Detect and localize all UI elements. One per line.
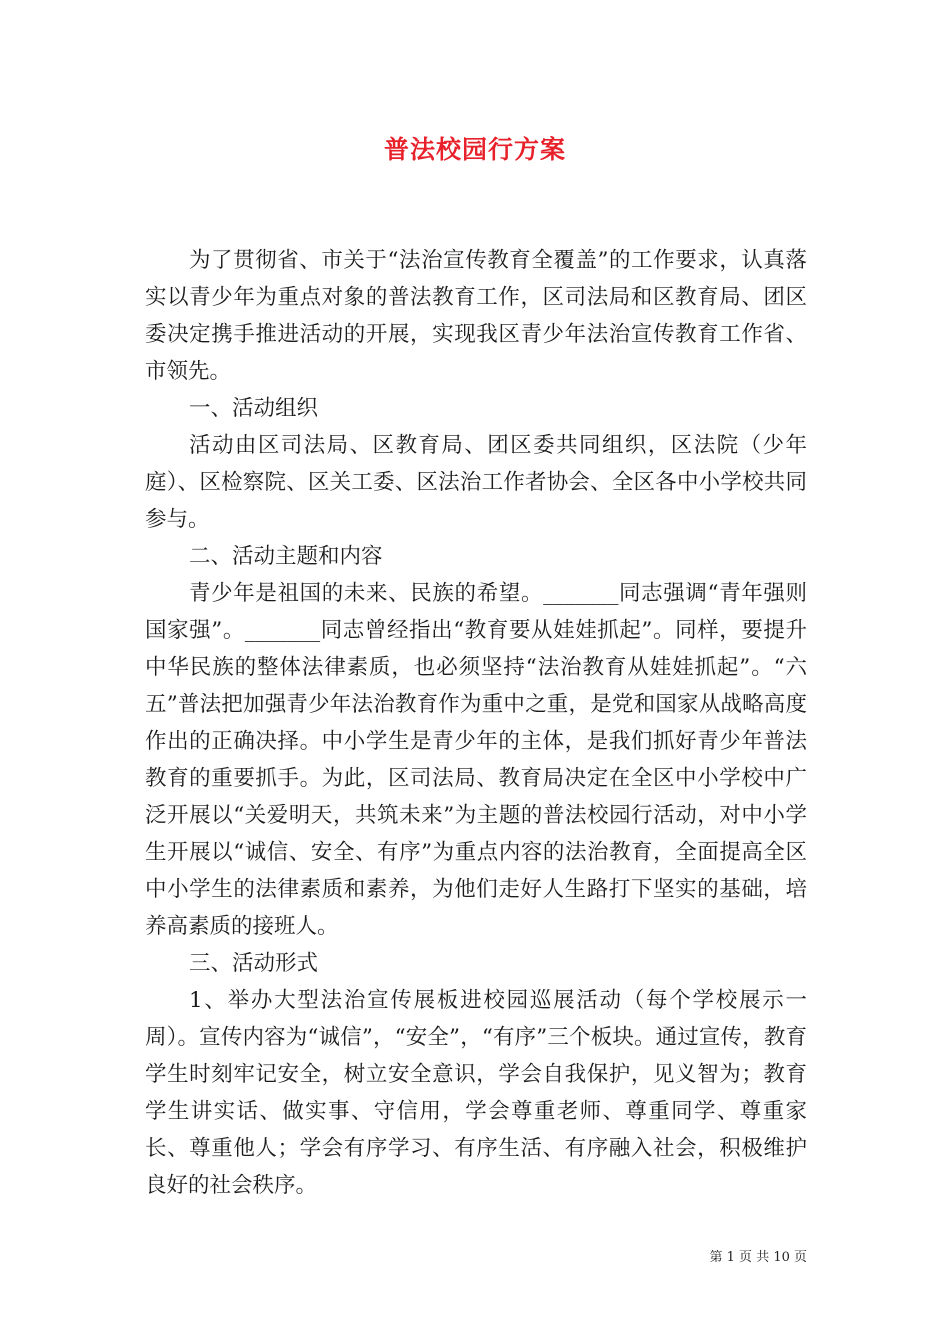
- document-title: 普法校园行方案: [383, 135, 566, 164]
- page-number-footer: 第 1 页 共 10 页: [709, 1250, 807, 1265]
- intro-paragraph: 为了贯彻省、市关于“法治宣传教育全覆盖”的工作要求，认真落实以青少年为重点对象的普法教育工作，区司法局和区教育局、团区委决定携手推进活动的开展，实现我区青少年法治宣传教育工作省、市领先。: [145, 248, 807, 384]
- section-heading-theme: 二、活动主题和内容: [189, 544, 383, 569]
- theme-paragraph: 青少年是祖国的未来、民族的希望。_______同志强调“青年强则国家强”。_______同志曾经指出“教育要从娃娃抓起”。同样，要提升中华民族的整体法律素质，也必须坚持“法治教育从娃娃抓起”。“六五”普法把加强青少年法治教育作为重中之重，是党和国家从战略高度作出的正确决择。中小学生是青少年的主体，是我们抓好青少年普法教育的重要抓手。为此，区司法局、教育局决定在全区中小学校中广泛开展以“关爱明天，共筑未来”为主题的普法校园行活动，对中小学生开展以“诚信、安全、有序”为重点内容的法治教育，全面提高全区中小学生的法律素质和素养，为他们走好人生路打下坚实的基础，培养高素质的接班人。: [145, 581, 807, 939]
- document-body: [145, 242, 807, 1204]
- section-heading-organization: 一、活动组织: [189, 396, 319, 421]
- format-paragraph: 1、举办大型法治宣传展板进校园巡展活动（每个学校展示一周）。宣传内容为“诚信”，“安全”，“有序”三个板块。通过宣传，教育学生时刻牢记安全，树立安全意识，学会自我保护，见义智为；教育学生讲实话、做实事、守信用，学会尊重老师、尊重同学、尊重家长、尊重他人；学会有序学习、有序生活、有序融入社会，积极维护良好的社会秩序。: [145, 988, 807, 1198]
- section-heading-format: 三、活动形式: [189, 951, 319, 976]
- organization-paragraph: 活动由区司法局、区教育局、团区委共同组织，区法院（少年庭）、区检察院、区关工委、区法治工作者协会、全区各中小学校共同参与。: [145, 433, 807, 532]
